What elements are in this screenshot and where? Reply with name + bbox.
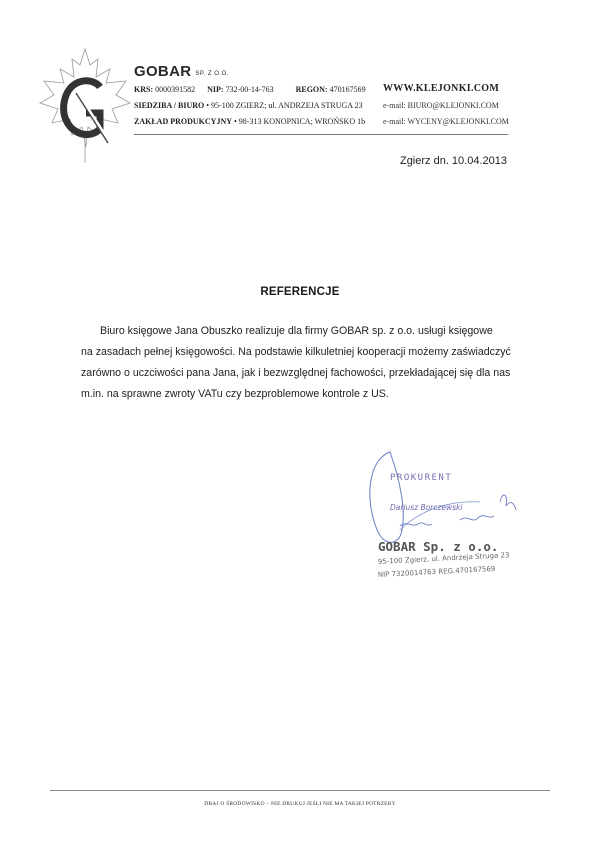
nip-label: NIP: (207, 85, 224, 94)
company-name (134, 63, 229, 80)
document-title: REFERENCJE (260, 286, 340, 298)
footer-note: DBAJ O ŚRODOWISKO – NIE DRUKUJ JEŚLI NIE MA TAKIEJ POTRZEBY (204, 801, 396, 807)
regon-value: 470167569 (329, 85, 366, 94)
nip-value: 732-00-14-763 (225, 85, 274, 94)
stamp-role: PROKURENT (390, 473, 453, 483)
krs-value: 0000391582 (155, 85, 196, 94)
plant-line (134, 117, 365, 126)
registry-line (134, 85, 366, 94)
signature-stamp (360, 440, 540, 600)
footer-divider (50, 790, 550, 791)
regon-label: REGON: (295, 85, 328, 94)
stamp-address: 95-100 Zgierz, ul. Andrzeja Struga 23 (377, 551, 510, 566)
company-name-text: GOBAR (134, 63, 192, 80)
header-divider (134, 134, 508, 135)
stamp-name: Dariusz Borczewski (390, 503, 463, 512)
office-line (134, 101, 363, 110)
stamp-company: GOBAR Sp. z o.o. (378, 539, 499, 554)
plant-label: ZAKŁAD PRODUKCYJNY (134, 117, 232, 126)
body-line-2: na zasadach pełnej księgowości. Na podstawie kilkuletniej kooperacji możemy zaświadczyć (81, 346, 511, 358)
krs-label: KRS: (134, 85, 154, 94)
company-suffix: SP. Z O.O. (195, 71, 229, 77)
plant-address: • 98-313 KONOPNICA; WROŃSKO 1b (234, 117, 366, 126)
body-line-4: m.in. na sprawne zwroty VATu czy bezproblemowe kontrole z US. (81, 388, 389, 400)
document-date: Zgierz dn. 10.04.2013 (399, 155, 507, 167)
company-logo (38, 47, 132, 165)
email-office[interactable]: e-mail: BIURO@KLEJONKI.COM (383, 101, 499, 110)
body-line-3: zarówno o uczciwości pana Jana, jak i bezwzględnej fachowości, przekładającej się dla nas (81, 367, 511, 379)
stamp-ids: NIP 7320014763 REG.470167569 (377, 564, 496, 579)
body-line-1: Biuro księgowe Jana Obuszko realizuje dla firmy GOBAR sp. z o.o. usługi księgowe (100, 325, 493, 337)
office-address: • 95-100 ZGIERZ; ul. ANDRZEJA STRUGA 23 (206, 101, 363, 110)
email-quotes[interactable]: e-mail: WYCENY@KLEJONKI.COM (383, 117, 509, 126)
website-link[interactable]: WWW.KLEJONKI.COM (383, 83, 500, 94)
letter-body (81, 321, 511, 405)
office-label: SIEDZIBA / BIURO (134, 101, 205, 110)
